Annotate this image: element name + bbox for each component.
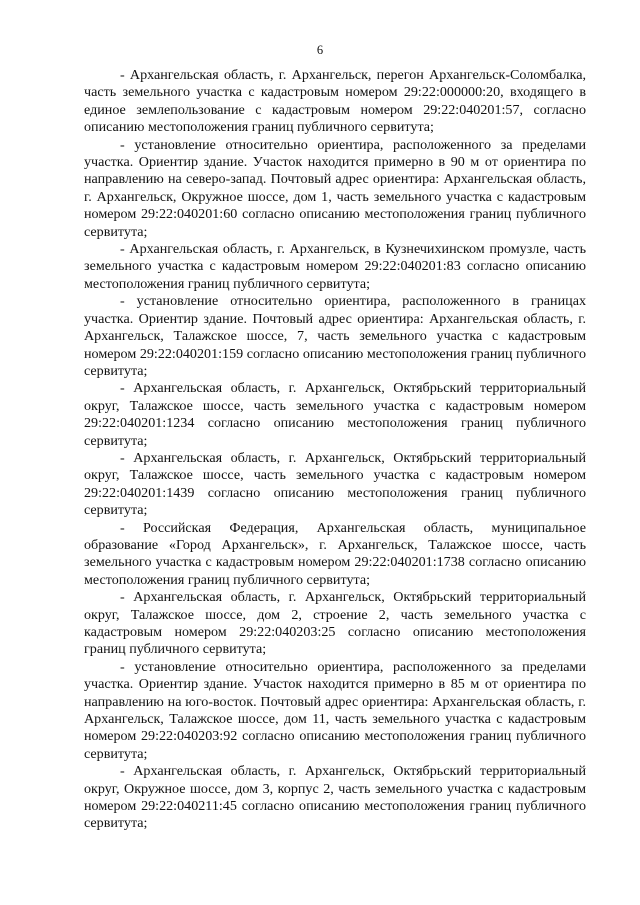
paragraph: - Архангельская область, г. Архангельск, Октябрьский территориальный округ, Талажское шоссе, часть земельного участка с кадастровым номером 29:22:040201:1234 согласно описанию местоположения границ публичного сервитута; <box>84 380 586 449</box>
paragraph: - Архангельская область, г. Архангельск, перегон Архангельск-Соломбалка, часть земельного участка с кадастровым номером 29:22:000000:20, входящего в единое землепользование с кадастровым номером 29:22:040201:57, согласно описанию местоположения границ публичного сервитута; <box>84 67 586 136</box>
paragraph: - установление относительно ориентира, расположенного за пределами участка. Ориентир здание. Участок находится примерно в 90 м от ориентира по направлению на северо-запад. Почтовый адрес ориентира: Архангельская область, г. Архангельск, Окружное шоссе, дом 1, часть земельного участка с кадастровым номером 29:22:040201:60 согласно описанию местоположения границ публичного сервитута; <box>84 136 586 240</box>
document-body <box>84 67 586 833</box>
paragraph: - Архангельская область, г. Архангельск, Октябрьский территориальный округ, Талажское шоссе, часть земельного участка с кадастровым номером 29:22:040201:1439 согласно описанию местоположения границ публичного сервитута; <box>84 449 586 519</box>
paragraph: - Российская Федерация, Архангельская область, муниципальное образование «Город Архангельск», г. Архангельск, Талажское шоссе, часть земельного участка с кадастровым номером 29:22:040201:1738 согласно описанию местоположения границ публичного сервитута; <box>84 519 586 588</box>
paragraph: - Архангельская область, г. Архангельск, Октябрьский территориальный округ, Талажское шоссе, дом 2, строение 2, часть земельного участка с кадастровым номером 29:22:040203:25 согласно описанию местоположения границ публичного сервитута; <box>84 589 586 658</box>
paragraph: - Архангельская область, г. Архангельск, в Кузнечихинском промузле, часть земельного участка с кадастровым номером 29:22:040201:83 согласно описанию местоположения границ публичного сервитута; <box>84 241 586 292</box>
paragraph: - установление относительно ориентира, расположенного в границах участка. Ориентир здание. Почтовый адрес ориентира: Архангельская область, г. Архангельск, Талажское шоссе, 7, часть земельного участка с кадастровым номером 29:22:040201:159 согласно описанию местоположения границ публичного сервитута; <box>84 293 586 379</box>
page-number: 6 <box>316 43 324 57</box>
paragraph: - установление относительно ориентира, расположенного за пределами участка. Ориентир здание. Участок находится примерно в 85 м от ориентира по направлению на юго-восток. Почтовый адрес ориентира: Архангельская область, г. Архангельск, Талажское шоссе, дом 11, часть земельного участка с кадастровым номером 29:22:040203:92 согласно описанию местоположения границ публичного сервитута; <box>84 658 586 762</box>
paragraph: - Архангельская область, г. Архангельск, Октябрьский территориальный округ, Окружное шоссе, дом 3, корпус 2, часть земельного участка с кадастровым номером 29:22:040211:45 согласно описанию местоположения границ публичного сервитута; <box>84 763 586 832</box>
